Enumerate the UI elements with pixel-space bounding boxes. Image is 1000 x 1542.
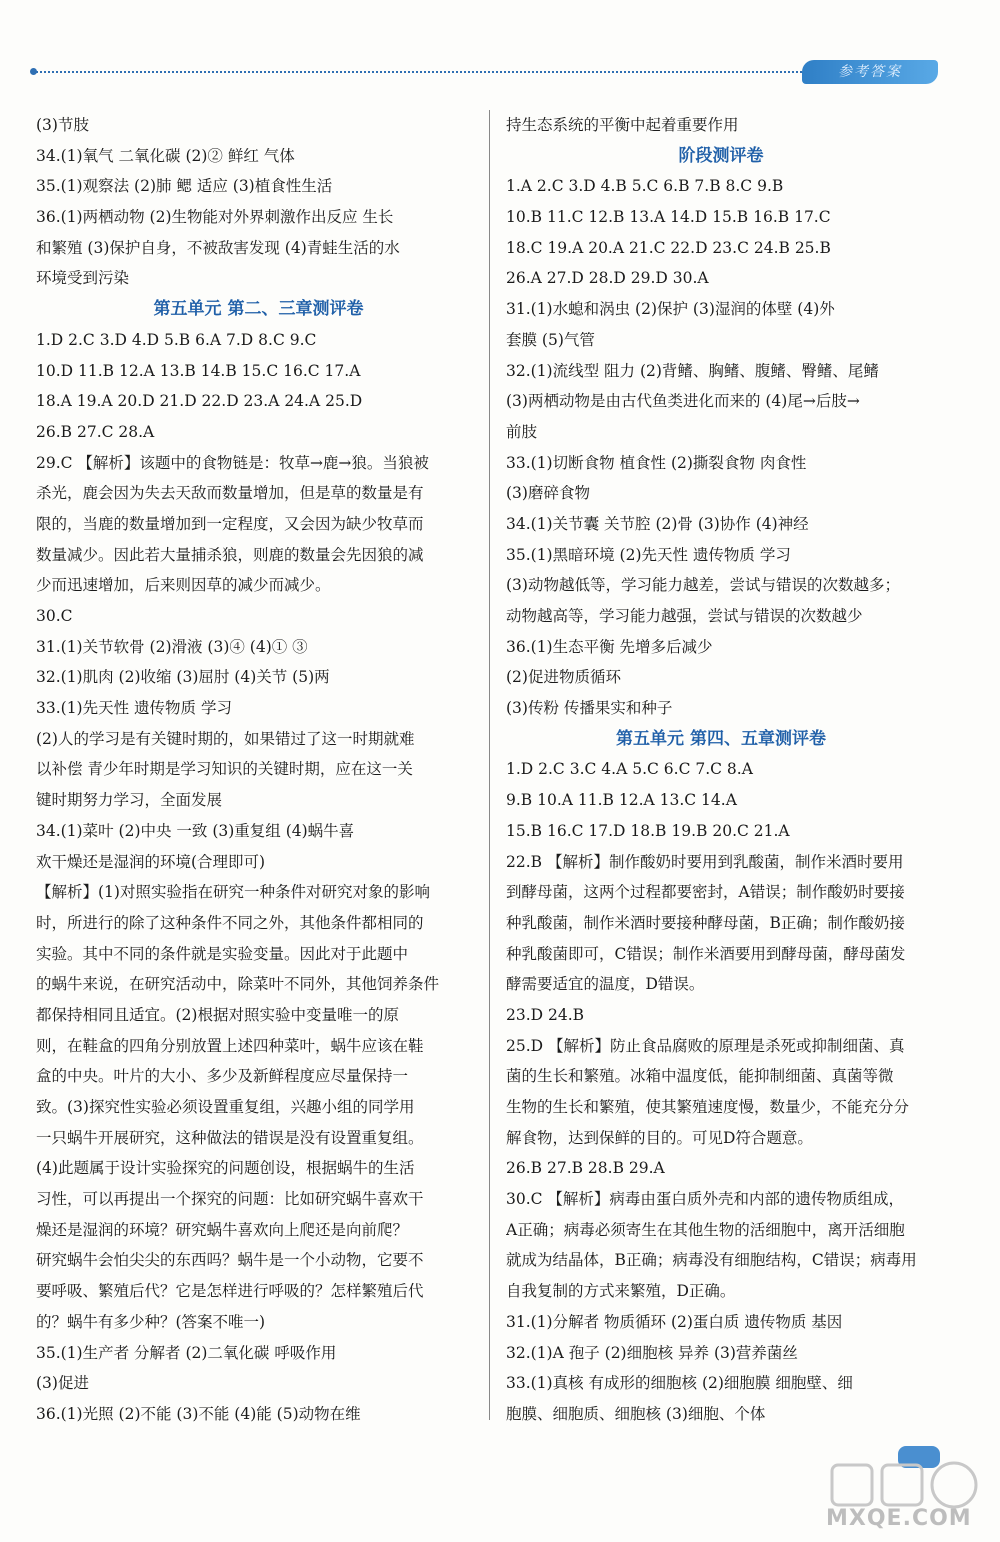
answer-line: 【解析】(1)对照实验指在研究一种条件对研究对象的影响: [36, 883, 430, 902]
answer-line: 都保持相同且适宜。(2)根据对照实验中变量唯一的原: [36, 1005, 399, 1024]
answer-line: (3)两栖动物是由古代鱼类进化而来的 (4)尾→后肢→: [506, 392, 860, 411]
answer-line: (3)磨碎食物: [506, 484, 590, 503]
answer-line: 种乳酸菌即可，C错误；制作米酒要用到酵母菌，酵母菌发: [506, 944, 906, 963]
answer-line: 和繁殖 (3)保护自身，不被敌害发现 (4)青蛙生活的水: [36, 238, 400, 257]
answer-line: 31.(1)关节软骨 (2)滑液 (3)④ (4)① ③: [36, 637, 308, 656]
answer-line: 研究蜗牛会怕尖尖的东西吗？蜗牛是一个小动物，它要不: [36, 1251, 424, 1270]
answer-line: 15.B 16.C 17.D 18.B 19.B 20.C 21.A: [506, 821, 790, 840]
answer-line: 解食物，达到保鲜的目的。可见D符合题意。: [506, 1128, 813, 1147]
answer-line: 30.C: [36, 607, 73, 625]
answer-line: 31.(1)分解者 物质循环 (2)蛋白质 遗传物质 基因: [506, 1312, 843, 1331]
answer-line: 32.(1)A 孢子 (2)细胞核 异养 (3)营养菌丝: [506, 1343, 798, 1362]
answer-line: 32.(1)肌肉 (2)收缩 (3)屈肘 (4)关节 (5)两: [36, 668, 330, 687]
answer-line: 36.(1)光照 (2)不能 (3)不能 (4)能 (5)动物在维: [36, 1404, 361, 1423]
answer-line: 35.(1)观察法 (2)肺 鳃 适应 (3)植食性生活: [36, 177, 333, 196]
answer-line: 环境受到污染: [36, 269, 130, 288]
answer-line: 35.(1)黑暗环境 (2)先天性 遗传物质 学习: [506, 545, 791, 564]
answer-line: 时，所进行的除了这种条件不同之外，其他条件都相同的: [36, 913, 424, 932]
answer-line: 套膜 (5)气管: [506, 330, 595, 349]
answer-line: 要呼吸、繁殖后代？它是怎样进行呼吸的？怎样繁殖后代: [36, 1282, 424, 1301]
answer-line: 一只蜗牛开展研究，这种做法的错误是没有设置重复组。: [36, 1128, 424, 1147]
answer-line: (3)动物越低等，学习能力越差，尝试与错误的次数越多；: [506, 576, 900, 595]
answer-line: 限的，当鹿的数量增加到一定程度，又会因为缺少牧草而: [36, 514, 424, 533]
answer-line: 26.B 27.B 28.B 29.A: [506, 1159, 665, 1178]
right-column: [506, 110, 936, 1430]
answer-line: 18.C 19.A 20.A 21.C 22.D 23.C 24.B 25.B: [506, 238, 831, 257]
answer-line: 以补偿 青少年时期是学习知识的关键时期，应在这一关: [36, 760, 413, 779]
answer-line: 酵需要适宜的温度，D错误。: [506, 975, 705, 994]
answer-line: 到酵母菌，这两个过程都要密封，A错误；制作酸奶时要接: [506, 883, 905, 902]
section-heading: 阶段测评卷: [678, 145, 764, 166]
answer-line: 盒的中央。叶片的大小、多少及新鲜程度应尽量保持一: [36, 1067, 409, 1086]
left-column: [36, 110, 481, 1430]
answer-line: 18.A 19.A 20.D 21.D 22.D 23.A 24.A 25.D: [36, 392, 363, 411]
answer-line: 26.A 27.D 28.D 29.D 30.A: [506, 269, 709, 288]
answer-line: (2)促进物质循环: [506, 668, 621, 687]
section-heading: 第五单元 第四、五章测评卷: [616, 728, 826, 749]
answer-line: 菌的生长和繁殖。冰箱中温度低，能抑制细菌、真菌等微: [506, 1067, 894, 1086]
answer-line: 34.(1)氧气 二氧化碳 (2)② 鲜红 气体: [36, 146, 295, 165]
watermark-text: MXQE.COM: [826, 1506, 972, 1531]
answer-line: 34.(1)菜叶 (2)中央 一致 (3)重复组 (4)蜗牛喜: [36, 821, 355, 840]
answer-line: (3)节肢: [36, 116, 89, 134]
answer-line: (3)促进: [36, 1374, 89, 1393]
answer-line: 1.A 2.C 3.D 4.B 5.C 6.B 7.B 8.C 9.B: [506, 177, 784, 196]
answer-line: 的蜗牛来说，在研究活动中，除菜叶不同外，其他饲养条件: [36, 975, 440, 994]
answer-line: 35.(1)生产者 分解者 (2)二氧化碳 呼吸作用: [36, 1343, 337, 1362]
answer-line: 10.B 11.C 12.B 13.A 14.D 15.B 16.B 17.C: [506, 208, 831, 227]
answer-line: 29.C 【解析】该题中的食物链是：牧草→鹿→狼。当狼被: [36, 453, 429, 472]
answer-line: 键时期努力学习，全面发展: [36, 791, 223, 810]
answer-line: 9.B 10.A 11.B 12.A 13.C 14.A: [506, 791, 737, 810]
answer-line: 1.D 2.C 3.D 4.D 5.B 6.A 7.D 8.C 9.C: [36, 330, 317, 349]
answer-line: 30.C 【解析】病毒由蛋白质外壳和内部的遗传物质组成，: [506, 1190, 904, 1209]
answer-line: 33.(1)真核 有成形的细胞核 (2)细胞膜 细胞壁、细: [506, 1374, 853, 1393]
answer-line: (4)此题属于设计实验探究的问题创设，根据蜗牛的生活: [36, 1159, 415, 1178]
answer-line: 36.(1)两栖动物 (2)生物能对外界刺激作出反应 生长: [36, 208, 394, 227]
answer-line: 少而迅速增加，后来则因草的减少而减少。: [36, 576, 331, 595]
answer-line: A正确；病毒必须寄生在其他生物的活细胞中，离开活细胞: [506, 1220, 905, 1239]
answer-line: 则，在鞋盒的四角分别放置上述四种菜叶，蜗牛应该在鞋: [36, 1036, 424, 1055]
column-divider: [489, 110, 490, 1420]
answer-line: 欢干燥还是湿润的环境(合理即可): [36, 852, 266, 871]
answer-line: 33.(1)切断食物 植食性 (2)撕裂食物 肉食性: [506, 453, 807, 472]
answer-line: 10.D 11.B 12.A 13.B 14.B 15.C 16.C 17.A: [36, 361, 361, 380]
answer-line: 就成为结晶体，B正确；病毒没有细胞结构，C错误；病毒用: [506, 1251, 917, 1270]
answer-line: 25.D 【解析】防止食品腐败的原理是杀死或抑制细菌、真: [506, 1036, 905, 1055]
section-heading: 第五单元 第二、三章测评卷: [153, 299, 364, 320]
answer-line: 31.(1)水螅和涡虫 (2)保护 (3)湿润的体壁 (4)外: [506, 300, 835, 319]
answer-line: 胞膜、细胞质、细胞核 (3)细胞、个体: [506, 1404, 766, 1423]
answer-line: (2)人的学习是有关键时期的，如果错过了这一时期就难: [36, 729, 415, 748]
answer-line: 习性，可以再提出一个探究的问题：比如研究蜗牛喜欢干: [36, 1190, 424, 1209]
answer-line: 33.(1)先天性 遗传物质 学习: [36, 699, 232, 718]
answer-line: 22.B 【解析】制作酸奶时要用到乳酸菌，制作米酒时要用: [506, 852, 904, 871]
answer-line: 生物的生长和繁殖，使其繁殖速度慢，数量少，不能充分分: [506, 1098, 910, 1116]
answer-line: 前肢: [506, 422, 538, 441]
answer-line: 数量减少。因此若大量捕杀狼，则鹿的数量会先因狼的减: [36, 545, 424, 564]
answer-line: 32.(1)流线型 阻力 (2)背鳍、胸鳍、腹鳍、臀鳍、尾鳍: [506, 361, 879, 380]
answer-line: 自我复制的方式来繁殖，D正确。: [506, 1282, 736, 1301]
answer-line: 致。(3)探究性实验必须设置重复组，兴趣小组的同学用: [36, 1098, 415, 1116]
answer-line: 持生态系统的平衡中起着重要作用: [506, 116, 739, 134]
header-rule: [32, 71, 802, 73]
answer-line: 种乳酸菌，制作米酒时要接种酵母菌，B正确；制作酸奶接: [506, 913, 905, 932]
answer-line: 的？蜗牛有多少种？(答案不唯一): [36, 1312, 266, 1331]
header-badge: 参考答案: [802, 60, 938, 84]
answer-line: 26.B 27.C 28.A: [36, 422, 155, 441]
answer-line: (3)传粉 传播果实和种子: [506, 699, 673, 718]
answer-line: 杀光，鹿会因为失去天敌而数量增加，但是草的数量是有: [36, 484, 424, 503]
answer-line: 动物越高等，学习能力越强，尝试与错误的次数越少: [506, 607, 863, 625]
answer-line: 燥还是湿润的环境？研究蜗牛喜欢向上爬还是向前爬？: [36, 1220, 409, 1239]
answer-line: 实验。其中不同的条件就是实验变量。因此对于此题中: [36, 944, 409, 963]
answer-line: 36.(1)生态平衡 先增多后减少: [506, 637, 713, 656]
answer-line: 1.D 2.C 3.C 4.A 5.C 6.C 7.C 8.A: [506, 760, 753, 779]
answer-line: 34.(1)关节囊 关节腔 (2)骨 (3)协作 (4)神经: [506, 514, 809, 533]
answer-line: 23.D 24.B: [506, 1005, 585, 1024]
